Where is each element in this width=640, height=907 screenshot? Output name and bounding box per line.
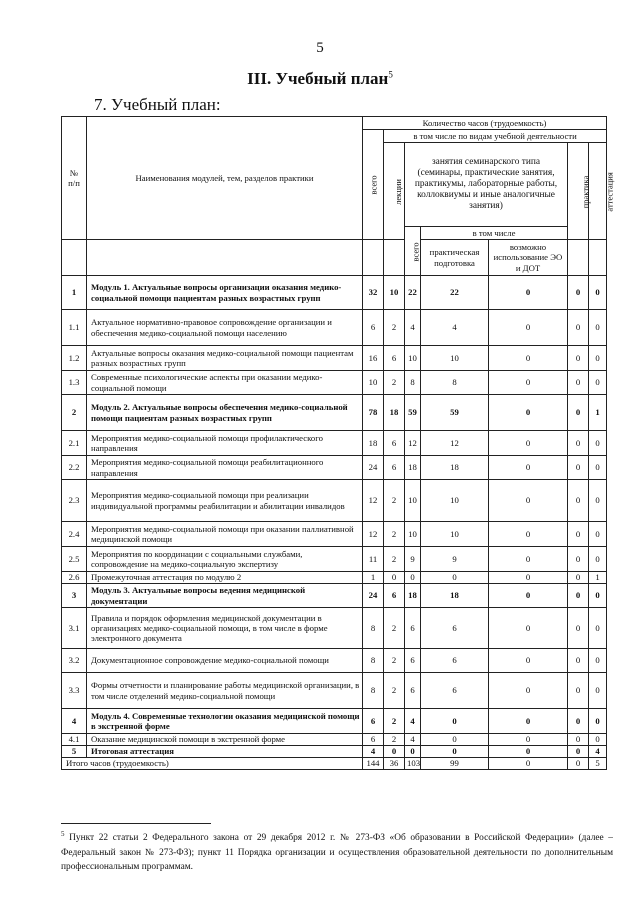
header-total xyxy=(363,130,384,240)
footnote-ref: 5 xyxy=(61,830,65,838)
cell-practice: 0 xyxy=(568,310,589,346)
cell-num: 2.4 xyxy=(62,522,87,547)
cell-num: 2 xyxy=(62,395,87,431)
cell-num: 3.2 xyxy=(62,649,87,673)
cell-total: 8 xyxy=(363,649,384,673)
cell-name: Модуль 2. Актуальные вопросы обеспечения медико-социальной помощи пациентам разных возрастных групп xyxy=(87,395,363,431)
cell-total: 32 xyxy=(363,276,384,310)
cell-att: 0 xyxy=(589,584,607,608)
cell-lectures: 2 xyxy=(384,371,405,395)
cell-practice: 0 xyxy=(568,346,589,371)
cell-name: Правила и порядок оформления медицинской документации в организациях медико-социальной помощи, в том числе в форме электронного документа xyxy=(87,608,363,649)
cell-att: 0 xyxy=(589,649,607,673)
topic-row xyxy=(62,649,607,673)
topic-row xyxy=(62,608,607,649)
cell-num: 2.3 xyxy=(62,480,87,522)
module-row xyxy=(62,395,607,431)
header-hours-total: Количество часов (трудоемкость) xyxy=(363,117,607,130)
cell-eo: 0 xyxy=(489,608,568,649)
cell-sem: 12 xyxy=(405,431,421,456)
cell-pp: 9 xyxy=(421,547,489,572)
cell-eo: 0 xyxy=(489,395,568,431)
cell-att: 0 xyxy=(589,673,607,709)
cell-lectures: 0 xyxy=(384,572,405,584)
topic-row xyxy=(62,431,607,456)
cell-num: 1.2 xyxy=(62,346,87,371)
topic-row xyxy=(62,572,607,584)
cell-eo: 0 xyxy=(489,371,568,395)
topic-row xyxy=(62,522,607,547)
cell-att: 0 xyxy=(589,608,607,649)
cell-practice: 0 xyxy=(568,673,589,709)
cell-num: 4 xyxy=(62,709,87,734)
cell-pp: 10 xyxy=(421,522,489,547)
cell-num: 2.2 xyxy=(62,456,87,480)
cell-pp: 10 xyxy=(421,346,489,371)
header-sem-total xyxy=(405,227,421,276)
cell-practice: 0 xyxy=(568,584,589,608)
cell-total: 16 xyxy=(363,346,384,371)
cell-practice: 0 xyxy=(568,480,589,522)
cell-practice: 0 xyxy=(568,734,589,746)
topic-row xyxy=(62,547,607,572)
cell-sem: 9 xyxy=(405,547,421,572)
cell-sem: 6 xyxy=(405,673,421,709)
cell-att: 0 xyxy=(589,310,607,346)
header-practice xyxy=(568,143,589,240)
cell-att: 0 xyxy=(589,547,607,572)
cell-att: 0 xyxy=(589,371,607,395)
cell-eo: 0 xyxy=(489,572,568,584)
cell-practice: 0 xyxy=(568,431,589,456)
cell-sem: 4 xyxy=(405,310,421,346)
footnote-text: Пункт 22 статьи 2 Федерального закона от 29 декабря 2012 г. № 273-ФЗ «Об образовании в Российской Федерации» (далее – Федеральный закон № 273-ФЗ); пункт 11 Порядка организации и осуществления образовательной деятельности по дополнительным профессиональным программам. xyxy=(61,833,613,873)
cell-practice: 0 xyxy=(568,395,589,431)
cell-practice: 0 xyxy=(568,456,589,480)
curriculum-table-body xyxy=(62,117,615,770)
header-sem-total-text: всего xyxy=(410,241,421,262)
cell-pp: 22 xyxy=(421,276,489,310)
topic-row xyxy=(62,673,607,709)
cell-eo: 0 xyxy=(489,310,568,346)
cell-eo: 0 xyxy=(489,584,568,608)
module-row xyxy=(62,584,607,608)
cell-practice: 0 xyxy=(568,522,589,547)
header-num: № п/п xyxy=(62,117,87,240)
module-row xyxy=(62,276,607,310)
header-practice-text: практика xyxy=(580,175,591,208)
cell-total: 6 xyxy=(363,709,384,734)
cell-num: 5 xyxy=(62,746,87,758)
cell-sem: 6 xyxy=(405,649,421,673)
cell-total: 18 xyxy=(363,431,384,456)
cell-num: 2.5 xyxy=(62,547,87,572)
cell-total: 8 xyxy=(363,608,384,649)
cell-pp: 0 xyxy=(421,572,489,584)
cell-lectures: 6 xyxy=(384,346,405,371)
cell-lectures: 2 xyxy=(384,608,405,649)
cell-att: 0 xyxy=(589,431,607,456)
total-sem: 103 xyxy=(405,758,421,770)
cell-eo: 0 xyxy=(489,346,568,371)
cell-lectures: 6 xyxy=(384,584,405,608)
cell-name: Модуль 4. Современные технологии оказания медицинской помощи в экстренной форме xyxy=(87,709,363,734)
cell-lectures: 2 xyxy=(384,310,405,346)
module-row xyxy=(62,746,607,758)
header-col-lectures xyxy=(384,240,405,276)
cell-name: Формы отчетности и планирование работы медицинской организации, в том числе отделений медико-социальной помощи xyxy=(87,673,363,709)
cell-name: Модуль 3. Актуальные вопросы ведения медицинской документации xyxy=(87,584,363,608)
cell-sem: 0 xyxy=(405,572,421,584)
cell-att: 1 xyxy=(589,572,607,584)
cell-sem: 18 xyxy=(405,456,421,480)
cell-num: 3 xyxy=(62,584,87,608)
cell-name: Оказание медицинской помощи в экстренной форме xyxy=(87,734,363,746)
cell-name: Актуальные вопросы оказания медико-социальной помощи пациентам разных возрастных групп xyxy=(87,346,363,371)
cell-pp: 12 xyxy=(421,431,489,456)
cell-num: 2.6 xyxy=(62,572,87,584)
cell-total: 8 xyxy=(363,673,384,709)
cell-name: Документационное сопровождение медико-социальной помощи xyxy=(87,649,363,673)
cell-name: Мероприятия медико-социальной помощи при реализации индивидуальной программы реабилитации и абилитации инвалидов xyxy=(87,480,363,522)
cell-eo: 0 xyxy=(489,522,568,547)
header-col-num xyxy=(62,240,87,276)
header-attestation-text: аттестация xyxy=(604,171,615,212)
cell-eo: 0 xyxy=(489,480,568,522)
cell-lectures: 2 xyxy=(384,522,405,547)
cell-eo: 0 xyxy=(489,547,568,572)
cell-att: 0 xyxy=(589,480,607,522)
page-number: 5 xyxy=(316,40,324,56)
cell-att: 0 xyxy=(589,522,607,547)
cell-lectures: 0 xyxy=(384,746,405,758)
topic-row xyxy=(62,734,607,746)
cell-practice: 0 xyxy=(568,371,589,395)
cell-sem: 4 xyxy=(405,709,421,734)
header-incl-activity: в том числе по видам учебной деятельности xyxy=(384,130,607,143)
cell-total: 1 xyxy=(363,572,384,584)
cell-eo: 0 xyxy=(489,709,568,734)
header-col-att xyxy=(589,240,607,276)
header-practical-training: практическая подготовка xyxy=(421,240,489,276)
cell-eo: 0 xyxy=(489,276,568,310)
total-pp: 99 xyxy=(421,758,489,770)
cell-sem: 10 xyxy=(405,480,421,522)
cell-practice: 0 xyxy=(568,547,589,572)
cell-total: 6 xyxy=(363,310,384,346)
footnote xyxy=(61,829,613,875)
cell-sem: 10 xyxy=(405,346,421,371)
header-lectures-text: лекции xyxy=(392,178,403,205)
cell-total: 11 xyxy=(363,547,384,572)
cell-num: 3.3 xyxy=(62,673,87,709)
cell-practice: 0 xyxy=(568,276,589,310)
cell-pp: 8 xyxy=(421,371,489,395)
section-title xyxy=(0,69,640,89)
cell-num: 4.1 xyxy=(62,734,87,746)
cell-att: 0 xyxy=(589,734,607,746)
total-practice: 0 xyxy=(568,758,589,770)
cell-practice: 0 xyxy=(568,572,589,584)
cell-practice: 0 xyxy=(568,608,589,649)
header-col-practice xyxy=(568,240,589,276)
cell-total: 24 xyxy=(363,584,384,608)
cell-lectures: 6 xyxy=(384,431,405,456)
topic-row xyxy=(62,346,607,371)
cell-att: 0 xyxy=(589,456,607,480)
total-lectures: 36 xyxy=(384,758,405,770)
cell-pp: 0 xyxy=(421,709,489,734)
cell-pp: 6 xyxy=(421,649,489,673)
section-footnote-ref: 5 xyxy=(388,69,393,80)
header-lectures xyxy=(384,143,405,240)
cell-att: 4 xyxy=(589,746,607,758)
header-col-total xyxy=(363,240,384,276)
cell-sem: 0 xyxy=(405,746,421,758)
cell-name: Модуль 1. Актуальные вопросы организации оказания медико-социальной помощи пациентам разных возрастных групп xyxy=(87,276,363,310)
cell-lectures: 18 xyxy=(384,395,405,431)
cell-name: Итоговая аттестация xyxy=(87,746,363,758)
cell-lectures: 2 xyxy=(384,649,405,673)
cell-sem: 8 xyxy=(405,371,421,395)
cell-name: Мероприятия медико-социальной помощи профилактического направления xyxy=(87,431,363,456)
cell-eo: 0 xyxy=(489,746,568,758)
cell-pp: 10 xyxy=(421,480,489,522)
cell-lectures: 2 xyxy=(384,480,405,522)
cell-eo: 0 xyxy=(489,734,568,746)
cell-sem: 22 xyxy=(405,276,421,310)
cell-sem: 18 xyxy=(405,584,421,608)
cell-eo: 0 xyxy=(489,673,568,709)
cell-att: 0 xyxy=(589,276,607,310)
topic-row xyxy=(62,456,607,480)
cell-lectures: 2 xyxy=(384,547,405,572)
cell-sem: 4 xyxy=(405,734,421,746)
cell-pp: 18 xyxy=(421,584,489,608)
cell-lectures: 6 xyxy=(384,456,405,480)
cell-num: 3.1 xyxy=(62,608,87,649)
topic-row xyxy=(62,371,607,395)
cell-total: 12 xyxy=(363,522,384,547)
cell-name: Актуальное нормативно-правовое сопровождение организации и обеспечения медико-социальной помощи населению xyxy=(87,310,363,346)
header-col-name xyxy=(87,240,363,276)
cell-num: 1.1 xyxy=(62,310,87,346)
cell-practice: 0 xyxy=(568,709,589,734)
cell-total: 78 xyxy=(363,395,384,431)
cell-pp: 6 xyxy=(421,608,489,649)
cell-name: Мероприятия по координации с социальными службами, сопровождение на медико-социальную экспертизу xyxy=(87,547,363,572)
curriculum-table xyxy=(61,116,615,770)
header-eo-dot: возможно использование ЭО и ДОТ xyxy=(489,240,568,276)
total-att: 5 xyxy=(589,758,607,770)
cell-total: 4 xyxy=(363,746,384,758)
cell-lectures: 2 xyxy=(384,734,405,746)
cell-sem: 10 xyxy=(405,522,421,547)
cell-num: 2.1 xyxy=(62,431,87,456)
total-row xyxy=(62,758,607,770)
cell-att: 0 xyxy=(589,709,607,734)
header-name: Наименования модулей, тем, разделов практики xyxy=(87,117,363,240)
cell-eo: 0 xyxy=(489,649,568,673)
section-title-text: III. Учебный план xyxy=(247,69,389,88)
cell-pp: 18 xyxy=(421,456,489,480)
total-total: 144 xyxy=(363,758,384,770)
total-label: Итого часов (трудоемкость) xyxy=(62,758,363,770)
cell-lectures: 10 xyxy=(384,276,405,310)
cell-num: 1.3 xyxy=(62,371,87,395)
cell-eo: 0 xyxy=(489,456,568,480)
header-incl: в том числе xyxy=(421,227,568,240)
cell-pp: 0 xyxy=(421,734,489,746)
plan-title: 7. Учебный план: xyxy=(94,95,221,114)
cell-sem: 6 xyxy=(405,608,421,649)
total-eo: 0 xyxy=(489,758,568,770)
footnote-separator xyxy=(61,823,211,824)
cell-name: Промежуточная аттестация по модулю 2 xyxy=(87,572,363,584)
cell-lectures: 2 xyxy=(384,709,405,734)
cell-name: Современные психологические аспекты при оказании медико-социальной помощи xyxy=(87,371,363,395)
cell-total: 10 xyxy=(363,371,384,395)
cell-practice: 0 xyxy=(568,649,589,673)
cell-sem: 59 xyxy=(405,395,421,431)
topic-row xyxy=(62,310,607,346)
cell-att: 1 xyxy=(589,395,607,431)
cell-practice: 0 xyxy=(568,746,589,758)
cell-total: 24 xyxy=(363,456,384,480)
cell-pp: 6 xyxy=(421,673,489,709)
cell-pp: 4 xyxy=(421,310,489,346)
cell-name: Мероприятия медико-социальной помощи реабилитационного направления xyxy=(87,456,363,480)
cell-pp: 59 xyxy=(421,395,489,431)
header-total-text: всего xyxy=(368,175,379,195)
cell-pp: 0 xyxy=(421,746,489,758)
cell-name: Мероприятия медико-социальной помощи при оказании паллиативной медицинской помощи xyxy=(87,522,363,547)
header-seminar: занятия семинарского типа (семинары, практические занятия, практикумы, лабораторные работы, коллоквиумы и иные аналогичные занятия) xyxy=(405,143,568,227)
cell-lectures: 2 xyxy=(384,673,405,709)
module-row xyxy=(62,709,607,734)
cell-total: 6 xyxy=(363,734,384,746)
cell-num: 1 xyxy=(62,276,87,310)
cell-att: 0 xyxy=(589,346,607,371)
topic-row xyxy=(62,480,607,522)
cell-eo: 0 xyxy=(489,431,568,456)
cell-total: 12 xyxy=(363,480,384,522)
